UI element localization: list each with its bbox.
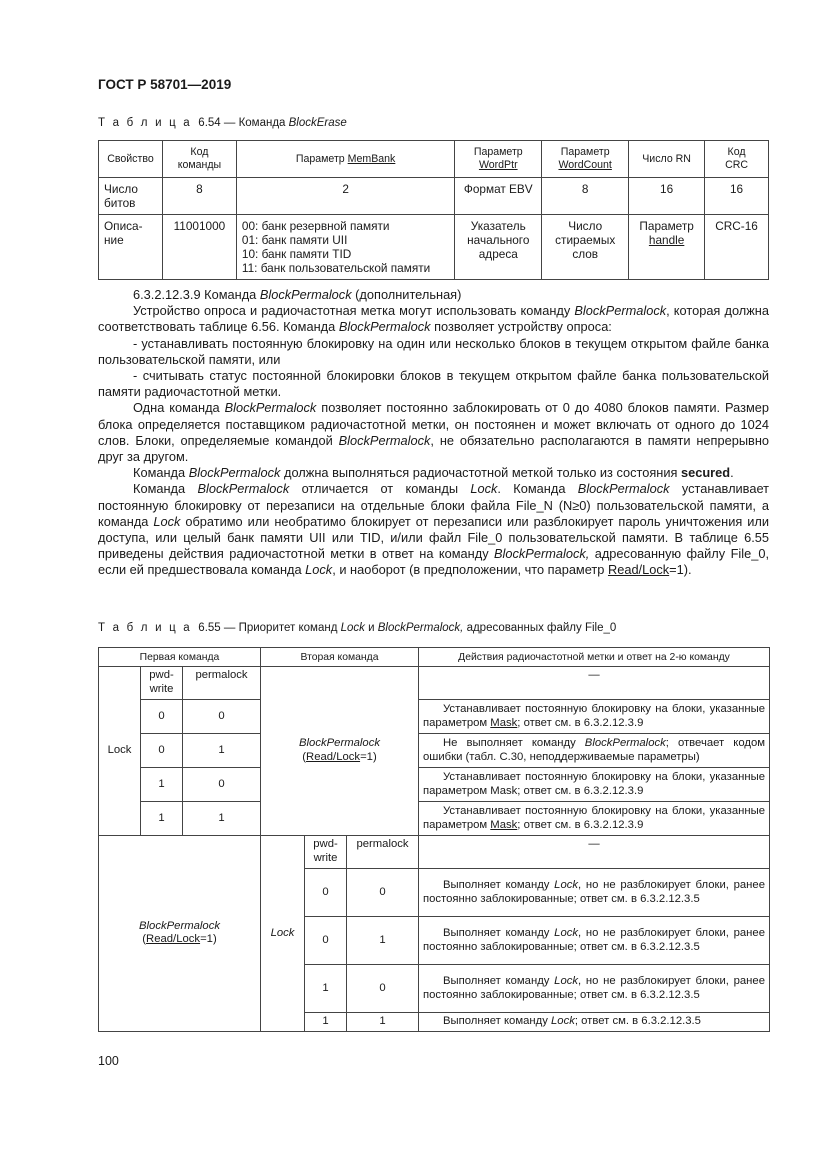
cell-value: 1	[183, 734, 261, 768]
section-body	[98, 287, 769, 579]
paragraph: - считывать статус постоянной блокировки блоков в текущем открытом файле банка пользовательской памяти радиочастотной метки.	[98, 368, 769, 400]
cell-value: 0	[347, 965, 419, 1013]
cell-value: 1	[305, 1013, 347, 1032]
first-command-lock: Lock	[99, 667, 141, 836]
action-cell: Выполняет команду Lock, но не разблокирует блоки, ранее постоянно заблокированные; ответ см. в 6.3.2.12.3.5	[419, 965, 770, 1013]
cell-value: 1	[347, 1013, 419, 1032]
header-second-command: Вторая команда	[261, 648, 419, 667]
col-pwd-write: pwd- write	[305, 836, 347, 869]
cell-value: 8	[162, 178, 236, 215]
action-cell: Выполняет команду Lock, но не разблокирует блоки, ранее постоянно заблокированные; ответ см. в 6.3.2.12.3.5	[419, 869, 770, 917]
table-row	[99, 700, 770, 734]
action-cell: —	[419, 836, 770, 869]
cell-value: Формат EBV	[455, 178, 542, 215]
cell-value: 0	[347, 869, 419, 917]
section-heading: 6.3.2.12.3.9 Команда BlockPermalock (дополнительная)	[133, 287, 462, 302]
cell-value: 1	[347, 917, 419, 965]
row-label-desc: Описа- ние	[99, 215, 163, 280]
cell-value: Указатель начального адреса	[455, 215, 542, 280]
action-cell: Устанавливает постоянную блокировку на блоки, указанные параметром Mask; ответ см. в 6.3.2.12.3.9	[419, 802, 770, 836]
second-command-blockpermalock: BlockPermalock (Read/Lock=1)	[261, 667, 419, 836]
table-655-caption: Т а б л и ц а 6.55 — Приоритет команд Lock и BlockPermalock, адресованных файлу File_0	[98, 622, 617, 634]
cell-value: CRC-16	[705, 215, 769, 280]
paragraph: Одна команда BlockPermalock позволяет постоянно заблокировать от 0 до 4080 блоков памяти. Размер блока определяется поставщиком радиочастотной метки, он постоянен и может включать от одного до 1024 слов. Блоки, определяемые командой BlockPermalock, не обязательно располагаются в памяти непрерывно друг за другом.	[98, 400, 770, 465]
action-cell: Выполняет команду Lock; ответ см. в 6.3.2.12.3.5	[419, 1013, 770, 1032]
header-rn: Число RN	[629, 141, 705, 178]
cell-value: 8	[542, 178, 629, 215]
action-cell: —	[419, 667, 770, 700]
table-header-row	[99, 648, 770, 667]
col-permalock: permalock	[347, 836, 419, 869]
cell-value: 0	[305, 917, 347, 965]
header-crc: Код CRC	[705, 141, 769, 178]
table-row	[99, 768, 770, 802]
paragraph: Команда BlockPermalock должна выполняться радиочастотной меткой только из состояния secured.	[133, 465, 734, 481]
cell-membank-list: 00: банк резервной памяти 01: банк памяти UII 10: банк памяти TID 11: банк пользовательской памяти	[236, 215, 454, 280]
header-wordptr: Параметр WordPtr	[455, 141, 542, 178]
document-header: ГОСТ Р 58701—2019	[98, 77, 232, 92]
paragraph: Команда BlockPermalock отличается от команды Lock. Команда BlockPermalock устанавливает постоянную блокировку от перезаписи на отдельные блоки файла File_N (N≥0) пользовательской памяти, а команда Lock обратимо или необратимо блокирует от перезаписи или разблокирует пароль уничтожения или доступа, или целый банк памяти UII или TID, и/или файл File_0 пользовательской памяти. В таблице 6.55 приведены действия радиочастотной метки в ответ на команду BlockPermalock, адресованную файлу File_0, если ей предшествовала команда Lock, и наоборот (в предположении, что параметр Read/Lock=1).	[98, 481, 770, 578]
table-row	[99, 802, 770, 836]
cell-value: 0	[183, 700, 261, 734]
page-number: 100	[98, 1054, 119, 1068]
table-row	[99, 667, 770, 700]
header-property: Свойство	[99, 141, 163, 178]
row-label-bits: Число битов	[99, 178, 163, 215]
table-row	[99, 836, 770, 869]
action-cell: Устанавливает постоянную блокировку на блоки, указанные параметром Mask; ответ см. в 6.3.2.12.3.9	[419, 700, 770, 734]
cell-value: 16	[629, 178, 705, 215]
header-code: Код команды	[162, 141, 236, 178]
cell-value: Число стираемых слов	[542, 215, 629, 280]
table-6-55	[98, 647, 770, 1032]
col-pwd-write: pwd- write	[141, 667, 183, 700]
cell-value: Параметр handle	[629, 215, 705, 280]
col-permalock: permalock	[183, 667, 261, 700]
table-header-row	[99, 141, 769, 178]
action-cell: Не выполняет команду BlockPermalock; отвечает кодом ошибки (табл. С.30, неподдерживаемые параметры)	[419, 734, 770, 768]
cell-value: 1	[141, 802, 183, 836]
cell-value: 0	[141, 700, 183, 734]
cell-value: 16	[705, 178, 769, 215]
table-654-caption: Т а б л и ц а 6.54 — Команда BlockErase	[98, 117, 347, 129]
second-command-lock: Lock	[261, 836, 305, 1032]
paragraph: - устанавливать постоянную блокировку на один или несколько блоков в текущем открытом файле банка пользовательской памяти, или	[98, 335, 769, 367]
header-action: Действия радиочастотной метки и ответ на 2-ю команду	[419, 648, 770, 667]
first-command-blockpermalock: BlockPermalock (Read/Lock=1)	[99, 836, 261, 1032]
table-row	[99, 178, 769, 215]
table-6-54	[98, 140, 769, 280]
header-membank: Параметр MemBank	[236, 141, 454, 178]
table-row	[99, 215, 769, 280]
action-cell: Выполняет команду Lock, но не разблокирует блоки, ранее постоянно заблокированные; ответ см. в 6.3.2.12.3.5	[419, 917, 770, 965]
cell-value: 1	[183, 802, 261, 836]
action-cell: Устанавливает постоянную блокировку на блоки, указанные параметром Mask; ответ см. в 6.3.2.12.3.9	[419, 768, 770, 802]
cell-value: 1	[141, 768, 183, 802]
table-row	[99, 734, 770, 768]
cell-value: 0	[141, 734, 183, 768]
cell-value: 0	[183, 768, 261, 802]
cell-value: 0	[305, 869, 347, 917]
cell-value: 2	[236, 178, 454, 215]
header-first-command: Первая команда	[99, 648, 261, 667]
cell-value: 1	[305, 965, 347, 1013]
header-wordcount: Параметр WordCount	[542, 141, 629, 178]
cell-value: 11001000	[162, 215, 236, 280]
paragraph: Устройство опроса и радиочастотная метка могут использовать команду BlockPermalock, которая должна соответствовать таблице 6.56. Команда BlockPermalock позволяет устройству опроса:	[98, 303, 769, 335]
